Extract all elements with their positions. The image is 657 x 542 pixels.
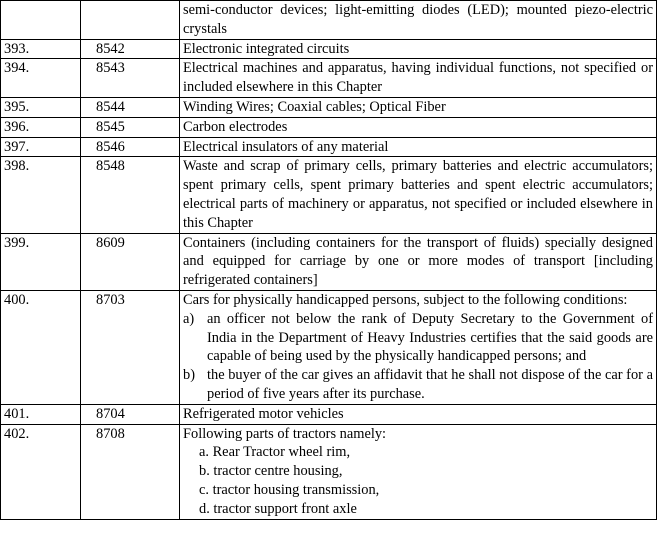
table-row bbox=[1, 233, 657, 290]
table-row bbox=[1, 59, 657, 98]
sl-no-cell: 394. bbox=[1, 59, 81, 98]
table-row-continuation bbox=[1, 1, 657, 40]
table-row bbox=[1, 39, 657, 59]
tariff-code-cell: 8708 bbox=[81, 424, 180, 519]
table-row bbox=[1, 290, 657, 404]
sl-no-cell: 396. bbox=[1, 117, 81, 137]
condition-text: the buyer of the car gives an affidavit that he shall not dispose of the car for a period of five years after its purchase. bbox=[207, 367, 653, 402]
table-row bbox=[1, 404, 657, 424]
tariff-code-cell: 8703 bbox=[81, 290, 180, 404]
condition-marker: a) bbox=[183, 310, 195, 327]
sl-no-cell: 400. bbox=[1, 290, 81, 404]
description-cell: Winding Wires; Coaxial cables; Optical Fiber bbox=[180, 97, 657, 117]
tariff-code-cell: 8609 bbox=[81, 233, 180, 290]
sl-no-cell: 397. bbox=[1, 137, 81, 157]
tariff-code-cell: 8704 bbox=[81, 404, 180, 424]
tariff-code-cell: 8548 bbox=[81, 157, 180, 233]
table-row bbox=[1, 97, 657, 117]
description-cell: Electronic integrated circuits bbox=[180, 39, 657, 59]
sl-no-cell: 393. bbox=[1, 39, 81, 59]
sl-no-cell: 395. bbox=[1, 97, 81, 117]
tariff-code-cell: 8545 bbox=[81, 117, 180, 137]
parts-list-item: d. tractor support front axle bbox=[199, 500, 357, 517]
table-row bbox=[1, 117, 657, 137]
description-text: Cars for physically handicapped persons, subject to the following conditions: bbox=[183, 291, 628, 308]
parts-list bbox=[183, 443, 653, 518]
description-cell: Waste and scrap of primary cells, primary batteries and electric accumulators; spent primary cells, spent primary batteries and spent electric accumulators; electrical parts of machinery or apparatus, not specified or included elsewhere in this Chapter bbox=[180, 157, 657, 233]
description-text: Following parts of tractors namely: bbox=[183, 425, 387, 442]
tariff-code-cell: 8544 bbox=[81, 97, 180, 117]
description-cell: Refrigerated motor vehicles bbox=[180, 404, 657, 424]
sl-no-cell: 399. bbox=[1, 233, 81, 290]
description-cell: Electrical machines and apparatus, having individual functions, not specified or included elsewhere in this Chapter bbox=[180, 59, 657, 98]
tariff-code-cell bbox=[81, 1, 180, 40]
description-cell: Electrical insulators of any material bbox=[180, 137, 657, 157]
description-cell: Containers (including containers for the transport of fluids) specially designed and equipped for carriage by one or more modes of transport [including refrigerated containers] bbox=[180, 233, 657, 290]
condition-item bbox=[183, 310, 653, 366]
description-cell bbox=[180, 290, 657, 404]
description-cell: semi-conductor devices; light-emitting diodes (LED); mounted piezo-electric crystals bbox=[180, 1, 657, 40]
parts-list-item: a. Rear Tractor wheel rim, bbox=[199, 444, 351, 461]
tariff-code-cell: 8543 bbox=[81, 59, 180, 98]
condition-marker: b) bbox=[183, 367, 195, 384]
description-cell: Carbon electrodes bbox=[180, 117, 657, 137]
condition-item bbox=[183, 366, 653, 404]
table-row bbox=[1, 137, 657, 157]
sl-no-cell: 402. bbox=[1, 424, 81, 519]
description-cell bbox=[180, 424, 657, 519]
sl-no-cell bbox=[1, 1, 81, 40]
tariff-code-cell: 8542 bbox=[81, 39, 180, 59]
table-row bbox=[1, 157, 657, 233]
parts-list-item: b. tractor centre housing, bbox=[199, 463, 343, 480]
tariff-code-cell: 8546 bbox=[81, 137, 180, 157]
parts-list-item: c. tractor housing transmission, bbox=[199, 481, 380, 498]
table-row bbox=[1, 424, 657, 519]
sl-no-cell: 401. bbox=[1, 404, 81, 424]
condition-text: an officer not below the rank of Deputy Secretary to the Government of India in the Department of Heavy Industries certifies that the said goods are capable of being used by the physically handicapped persons; and bbox=[207, 310, 653, 365]
sl-no-cell: 398. bbox=[1, 157, 81, 233]
